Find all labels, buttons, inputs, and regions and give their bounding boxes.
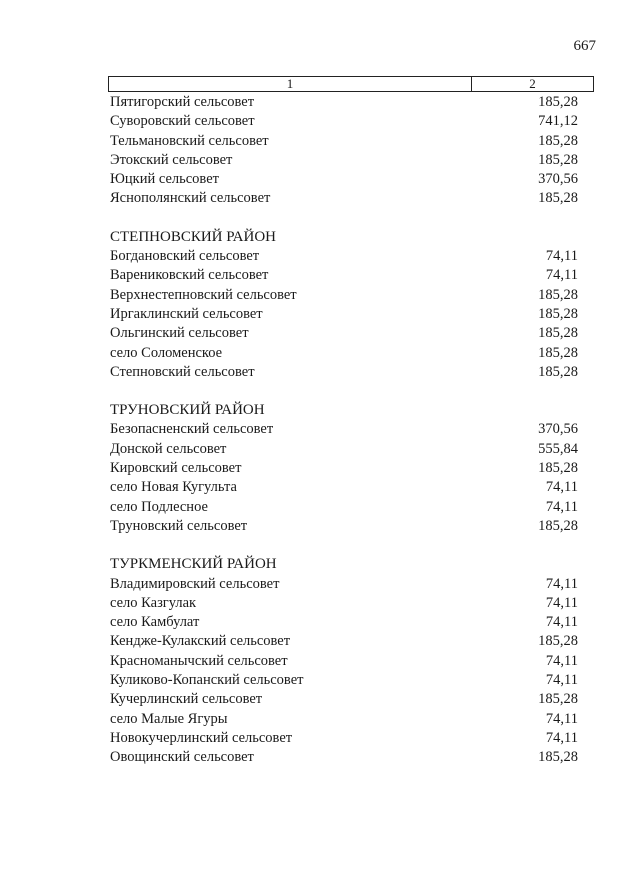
- settlement-name: село Подлесное: [110, 498, 208, 515]
- settlement-name: Кендже-Кулакский сельсовет: [110, 633, 291, 650]
- table-row: [110, 748, 578, 767]
- table-row: [110, 498, 578, 517]
- table-row: [110, 440, 578, 459]
- settlement-name: село Малые Ягуры: [110, 710, 228, 727]
- district-section: [110, 555, 578, 767]
- table-row: [110, 671, 578, 690]
- settlement-name: село Соломенское: [110, 344, 223, 361]
- settlement-name: Этокский сельсовет: [110, 151, 233, 168]
- settlement-name: село Камбулат: [110, 614, 200, 631]
- table-row: [110, 594, 578, 613]
- table-row: [110, 517, 578, 536]
- settlement-name: Степновский сельсовет: [110, 363, 255, 380]
- settlement-value: 74,11: [545, 267, 578, 284]
- settlement-name: Безопасненский сельсовет: [110, 421, 274, 438]
- district-title: ТРУНОВСКИЙ РАЙОН: [110, 402, 265, 419]
- document-body: [110, 93, 578, 787]
- settlement-name: Владимировский сельсовет: [110, 575, 280, 592]
- settlement-value: 74,11: [545, 672, 578, 689]
- settlement-name: село Новая Кугульта: [110, 479, 237, 496]
- district-section: [110, 401, 578, 536]
- table-row: [110, 247, 578, 266]
- settlement-name: Тельмановский сельсовет: [110, 132, 269, 149]
- district-title: СТЕПНОВСКИЙ РАЙОН: [110, 228, 277, 245]
- settlement-value: 185,28: [538, 633, 578, 650]
- settlement-value: 185,28: [538, 190, 578, 207]
- district-section: [110, 228, 578, 382]
- table-row: [110, 729, 578, 748]
- settlement-value: 185,28: [538, 691, 578, 708]
- table-header: [108, 76, 594, 92]
- column-header-1: 1: [109, 77, 472, 91]
- table-row: [110, 652, 578, 671]
- district-section: [110, 93, 578, 209]
- table-row: [110, 324, 578, 343]
- table-row: [110, 266, 578, 285]
- settlement-value: 74,11: [545, 594, 578, 611]
- table-row: [110, 305, 578, 324]
- settlement-name: Труновский сельсовет: [110, 517, 248, 534]
- table-row: [110, 690, 578, 709]
- table-row: [110, 344, 578, 363]
- settlement-value: 741,12: [538, 113, 578, 130]
- settlement-name: Иргаклинский сельсовет: [110, 305, 263, 322]
- settlement-name: Кировский сельсовет: [110, 460, 242, 477]
- settlement-value: 74,11: [545, 575, 578, 592]
- table-row: [110, 478, 578, 497]
- table-row: [110, 286, 578, 305]
- table-row: [110, 420, 578, 439]
- settlement-value: 185,28: [538, 325, 578, 342]
- settlement-name: Куликово-Копанский сельсовет: [110, 672, 304, 689]
- settlement-name: Донской сельсовет: [110, 440, 227, 457]
- settlement-value: 370,56: [538, 421, 578, 438]
- table-row: [110, 112, 578, 131]
- settlement-value: 185,28: [538, 94, 578, 110]
- settlement-name: Красноманычский сельсовет: [110, 652, 288, 669]
- settlement-value: 74,11: [545, 614, 578, 631]
- settlement-name: Богдановский сельсовет: [110, 248, 260, 265]
- settlement-name: Кучерлинский сельсовет: [110, 691, 263, 708]
- settlement-name: Юцкий сельсовет: [110, 171, 219, 188]
- table-row: [110, 151, 578, 170]
- settlement-value: 185,28: [538, 363, 578, 380]
- settlement-value: 185,28: [538, 151, 578, 168]
- table-row: [110, 93, 578, 112]
- settlement-value: 185,28: [538, 460, 578, 477]
- settlement-name: село Казгулак: [110, 594, 197, 611]
- settlement-name: Пятигорский сельсовет: [110, 94, 255, 110]
- district-title: ТУРКМЕНСКИЙ РАЙОН: [110, 556, 277, 573]
- table-row: [110, 613, 578, 632]
- table-row: [110, 575, 578, 594]
- settlement-name: Суворовский сельсовет: [110, 113, 255, 130]
- settlement-value: 74,11: [545, 729, 578, 746]
- settlement-name: Ольгинский сельсовет: [110, 325, 249, 342]
- settlement-value: 74,11: [545, 479, 578, 496]
- table-row: [110, 132, 578, 151]
- settlement-name: Новокучерлинский сельсовет: [110, 729, 293, 746]
- settlement-name: Яснополянский сельсовет: [110, 190, 271, 207]
- settlement-value: 185,28: [538, 286, 578, 303]
- settlement-name: Верхнестепновский сельсовет: [110, 286, 297, 303]
- table-row: [110, 189, 578, 208]
- table-row: [110, 459, 578, 478]
- settlement-value: 370,56: [538, 171, 578, 188]
- settlement-value: 74,11: [545, 248, 578, 265]
- settlement-name: Овощинский сельсовет: [110, 749, 254, 766]
- table-row: [110, 363, 578, 382]
- settlement-value: 74,11: [545, 710, 578, 727]
- table-row: [110, 710, 578, 729]
- column-header-2: 2: [529, 76, 536, 91]
- settlement-value: 74,11: [545, 498, 578, 515]
- page-number: 667: [573, 38, 596, 54]
- settlement-value: 185,28: [538, 517, 578, 534]
- settlement-value: 555,84: [538, 440, 578, 457]
- table-row: [110, 632, 578, 651]
- settlement-name: Варениковский сельсовет: [110, 267, 269, 284]
- settlement-value: 185,28: [538, 344, 578, 361]
- settlement-value: 185,28: [538, 305, 578, 322]
- settlement-value: 74,11: [545, 652, 578, 669]
- settlement-value: 185,28: [538, 749, 578, 766]
- table-row: [110, 170, 578, 189]
- settlement-value: 185,28: [538, 132, 578, 149]
